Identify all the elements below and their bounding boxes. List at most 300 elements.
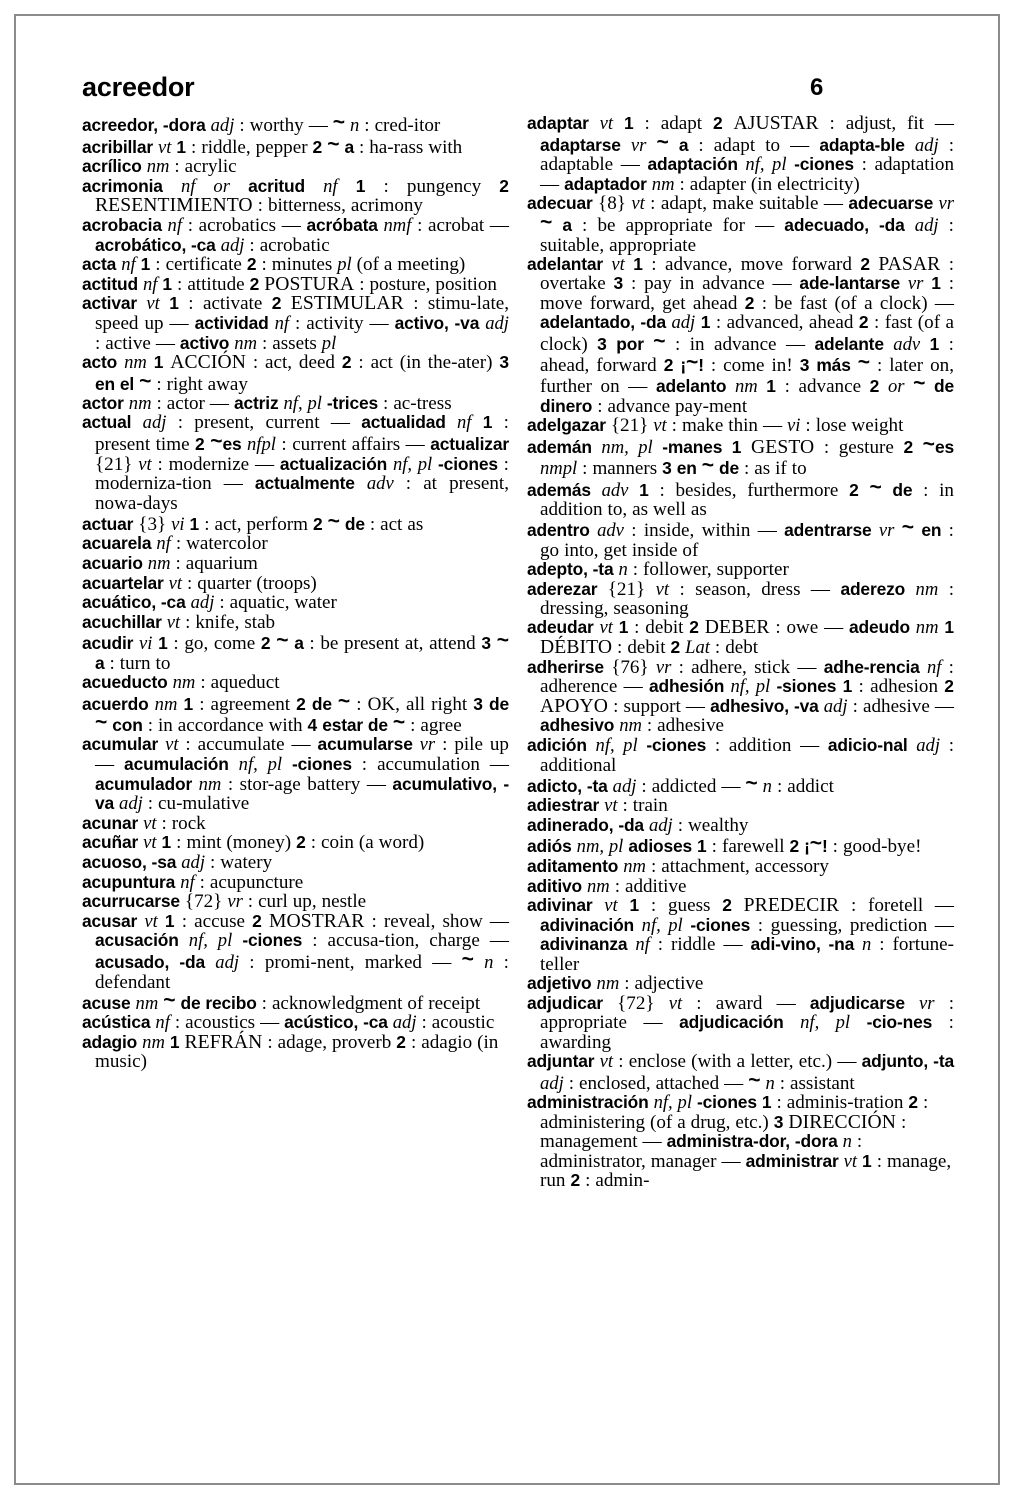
swung-dash-icon: ~ xyxy=(656,130,669,154)
part-of-speech: adj xyxy=(220,234,245,256)
part-of-speech: nm xyxy=(198,773,222,795)
part-of-speech: adj xyxy=(671,311,696,333)
sense-number: 1 xyxy=(639,479,649,500)
sense-number: 1 xyxy=(766,376,776,397)
dictionary-entry: acuñar vt 1 : mint (money) 2 : coin (a word) xyxy=(82,832,425,854)
dictionary-entry: adiestrar vt : train xyxy=(527,795,668,817)
part-of-speech: adv xyxy=(893,333,921,355)
swung-dash-icon: ~ xyxy=(163,988,176,1012)
dictionary-entry: aderezar {21} vt : season, dress — aderezo nm : dressing, seasoning xyxy=(527,578,955,620)
sense-number: 2 xyxy=(296,832,306,853)
sense-number: 2 xyxy=(789,836,800,857)
swung-dash-icon: ~ xyxy=(327,132,340,156)
entry-headword: acueducto xyxy=(82,672,168,693)
dictionary-entry: acústica nf : acoustics — acústico, -ca adj : acoustic xyxy=(82,1012,495,1034)
entry-headword: adherirse xyxy=(527,656,604,677)
part-of-speech: vt xyxy=(599,1050,614,1072)
part-of-speech: vt xyxy=(843,1150,858,1172)
swung-dash-icon: ~ xyxy=(332,111,346,134)
entry-headword: acusar xyxy=(82,910,138,931)
sense-number: 4 xyxy=(307,715,318,736)
entry-headword: adelgazar xyxy=(527,414,606,435)
entry-headword: adiestrar xyxy=(527,795,600,816)
part-of-speech: nm xyxy=(154,693,178,715)
sense-number: 3 xyxy=(481,633,492,654)
column-right xyxy=(527,114,954,1191)
dictionary-entry: acto nm 1 ACCIÓN : act, deed 2 : act (in the-ater) 3 en el ~ : right away xyxy=(82,352,510,395)
sense-number: 1 xyxy=(169,1031,180,1052)
dictionary-entry: acuchillar vt : knife, stab xyxy=(82,611,276,633)
dictionary-entry: adicto, -ta adj : addicted — ~ n : addict xyxy=(527,771,834,797)
part-of-speech: nm xyxy=(915,617,939,639)
sense-number: 2 xyxy=(271,293,282,314)
sense-number: 1 xyxy=(482,412,493,433)
entry-headword: actual xyxy=(82,412,132,433)
swung-dash-icon: ~ xyxy=(461,947,474,971)
sense-number: 1 xyxy=(731,436,742,457)
sense-number: 2 xyxy=(249,273,260,294)
part-of-speech: nm xyxy=(651,173,675,195)
part-of-speech: vr xyxy=(630,134,647,156)
entry-headword: acuchillar xyxy=(82,611,162,632)
part-of-speech: vi xyxy=(787,414,801,436)
sense-number: 1 xyxy=(700,311,711,332)
entry-headword: activar xyxy=(82,293,138,314)
entry-headword: acrimonia xyxy=(82,175,163,196)
entry-headword: acuarela xyxy=(82,533,152,554)
sense-number: 1 xyxy=(618,617,629,638)
dictionary-entry: activar vt 1 : activate 2 ESTIMULAR : stimu-late, speed up — actividad nf : activity — activo, -va adj : active — activo nm : assets pl xyxy=(82,293,510,354)
part-of-speech: adj xyxy=(190,592,215,614)
dictionary-entry: adeudar vt 1 : debit 2 DEBER : owe — adeudo nm 1 DÉBITO : debit 2 Lat : debt xyxy=(527,617,955,658)
sense-number: 3 xyxy=(499,352,510,373)
page-content-area xyxy=(82,72,954,1432)
part-of-speech: vt xyxy=(599,113,614,134)
dictionary-entry: acumular vt : accumulate — acumularse vr : pile up — acumulación nf, pl -ciones : accumulation — acumulador nm : stor-age battery — acumulativo, -va adj : cu-mulative xyxy=(82,734,509,815)
entry-headword: adepto, -ta xyxy=(527,559,614,580)
part-of-speech: adv xyxy=(597,520,624,542)
dictionary-entry: aditamento nm : attachment, accessory xyxy=(527,855,829,877)
part-of-speech: Lat xyxy=(685,636,710,658)
part-of-speech: nf, pl xyxy=(283,392,322,414)
part-of-speech: nm xyxy=(586,875,610,897)
entry-headword: acupuntura xyxy=(82,871,176,892)
part-of-speech: nf, pl xyxy=(238,754,283,775)
cross-reference-smallcaps: DEBER xyxy=(704,617,770,639)
part-of-speech: adj xyxy=(142,412,167,434)
part-of-speech: vt xyxy=(653,414,667,436)
part-of-speech: vt xyxy=(143,812,157,834)
swung-dash-icon: ~ xyxy=(210,430,223,453)
part-of-speech: nm xyxy=(619,715,642,737)
sense-number: 1 xyxy=(629,895,640,916)
sense-number: 2 xyxy=(396,1031,406,1052)
dictionary-entry: acupuntura nf : acupuncture xyxy=(82,871,304,893)
swung-dash-icon: ~ xyxy=(337,689,351,713)
part-of-speech: vt xyxy=(166,611,181,633)
part-of-speech: n xyxy=(350,115,360,136)
part-of-speech: n xyxy=(484,951,494,973)
part-of-speech: vt xyxy=(655,578,670,600)
part-of-speech: nm xyxy=(124,352,147,374)
dictionary-entry: adjudicar {72} vt : award — adjudicarse vr : appropriate — adjudicación nf, pl -cio-nes : awarding xyxy=(527,992,954,1053)
part-of-speech: adj xyxy=(916,734,941,756)
swung-dash-icon: ~ xyxy=(748,1068,761,1092)
part-of-speech: vr xyxy=(938,193,954,215)
part-of-speech: vt xyxy=(158,136,172,158)
part-of-speech: nm xyxy=(915,578,939,600)
dictionary-entry: adiós nm, pl adioses 1 : farewell 2 ¡~! : good-bye! xyxy=(527,832,922,858)
part-of-speech: adj xyxy=(540,1072,564,1094)
cross-reference-smallcaps: AJUSTAR xyxy=(733,113,819,134)
dictionary-entry: adjetivo nm : adjective xyxy=(527,973,704,995)
dictionary-entry: adaptar vt 1 : adapt 2 AJUSTAR : adjust, fit — adaptarse vr ~ a : adapt to — adapta-ble adj : adaptable — adaptación nf, pl -ciones : adaptation — adaptador nm : adapter (in electricity) xyxy=(527,113,955,195)
part-of-speech: or xyxy=(887,376,905,398)
part-of-speech: nm xyxy=(128,392,152,414)
entry-headword: acuñar xyxy=(82,832,139,853)
part-of-speech: nf or xyxy=(180,175,230,197)
sense-number: 2 xyxy=(722,895,732,916)
part-of-speech: vr xyxy=(878,520,895,542)
part-of-speech: adj xyxy=(823,695,848,717)
sense-number: 1 xyxy=(189,513,200,534)
dictionary-entry: acta nf 1 : certificate 2 : minutes pl (of a meeting) xyxy=(82,254,466,276)
dictionary-entry: acrobacia nf : acrobatics — acróbata nmf : acrobat — acrobático, -ca adj : acrobatic xyxy=(82,214,509,256)
entry-headword: acuático, -ca xyxy=(82,592,186,613)
part-of-speech: nf xyxy=(155,1012,170,1034)
entry-headword: acuario xyxy=(82,553,143,574)
cross-reference-smallcaps: REFRÁN xyxy=(184,1031,263,1053)
entry-headword: adicto, -ta xyxy=(527,775,608,796)
swung-dash-icon: ~ xyxy=(327,509,340,533)
part-of-speech: vt xyxy=(604,795,618,817)
dictionary-entry: actuar {3} vi 1 : act, perform 2 ~ de : act as xyxy=(82,509,424,535)
entry-headword: adjuntar xyxy=(527,1050,595,1071)
swung-dash-icon: ~ xyxy=(901,516,914,540)
dictionary-entry: adentro adv : inside, within — adentrarse vr ~ en : go into, get inside of xyxy=(527,516,954,561)
entry-headword: adinerado, -da xyxy=(527,814,644,835)
part-of-speech: n xyxy=(765,1072,775,1094)
part-of-speech: vr xyxy=(227,891,243,913)
dictionary-entry: adecuar {8} vt : adapt, make suitable — adecuarse vr ~ a : be appropriate for — adecuado, -da adj : suitable, appropriate xyxy=(527,193,954,256)
sense-number: 1 xyxy=(158,633,168,654)
cross-reference-smallcaps: DÉBITO xyxy=(540,636,613,658)
entry-headword: administración xyxy=(527,1092,649,1113)
part-of-speech: vt xyxy=(668,992,683,1014)
sense-number: 1 xyxy=(153,352,164,373)
dictionary-page-sheet xyxy=(14,14,1000,1485)
cross-reference-smallcaps: APOYO xyxy=(540,695,608,717)
part-of-speech: adj xyxy=(485,312,509,334)
part-of-speech: vr xyxy=(907,273,924,295)
cross-reference-smallcaps: DIRECCIÓN xyxy=(788,1111,896,1133)
entry-headword: adeudar xyxy=(527,617,594,638)
part-of-speech: nm xyxy=(135,992,159,1014)
part-of-speech: nf xyxy=(121,254,136,276)
sense-number: 3 xyxy=(799,355,810,376)
part-of-speech: vt xyxy=(168,572,183,594)
dictionary-entry: acuarela nf : watercolor xyxy=(82,533,268,555)
entry-headword: acta xyxy=(82,254,117,275)
part-of-speech: adj xyxy=(914,214,939,236)
dictionary-entry: actor nm : actor — actriz nf, pl -trices : ac-tress xyxy=(82,392,452,414)
entry-headword: aderezar xyxy=(527,578,598,599)
entry-headword: acurrucarse xyxy=(82,891,180,912)
part-of-speech: adj xyxy=(210,115,235,136)
entry-headword: acústica xyxy=(82,1012,151,1033)
part-of-speech: pl xyxy=(321,332,337,354)
entry-headword: adivinar xyxy=(527,895,593,916)
part-of-speech: nm xyxy=(147,553,171,575)
sense-number: 2 xyxy=(858,311,869,332)
dictionary-entry: acuerdo nm 1 : agreement 2 de ~ : OK, all right 3 de ~ con : in accordance with 4 estar de ~ : agree xyxy=(82,689,509,737)
dictionary-entry: acusar vt 1 : accuse 2 MOSTRAR : reveal, show — acusación nf, pl -ciones : accusa-tion, charge — acusado, -da adj : promi-nent, marked — ~ n : defendant xyxy=(82,910,510,993)
sense-number: 2 xyxy=(712,113,723,133)
swung-dash-icon: ~ xyxy=(869,475,882,499)
part-of-speech: adv xyxy=(601,479,629,501)
dictionary-entry: acuático, -ca adj : aquatic, water xyxy=(82,592,337,614)
part-of-speech: nm, pl xyxy=(576,836,624,858)
entry-headword: acto xyxy=(82,352,118,373)
sense-number: 2 xyxy=(860,253,871,274)
cross-reference-smallcaps: MOSTRAR xyxy=(268,910,365,932)
part-of-speech: vi xyxy=(171,513,185,535)
sense-number: 3 xyxy=(662,458,672,479)
part-of-speech: nf, pl xyxy=(392,453,433,475)
sense-number: 2 xyxy=(908,1092,919,1113)
part-of-speech: nmpl xyxy=(540,458,578,480)
sense-number: 2 xyxy=(296,693,306,714)
dictionary-entry: acrimonia nf or acritud nf 1 : pungency 2 RESENTIMIENTO : bitterness, acrimony xyxy=(82,175,509,217)
sense-number: 3 xyxy=(597,333,607,354)
sense-number: 1 xyxy=(633,253,643,274)
sense-number: 1 xyxy=(944,617,955,638)
entry-headword: adaptar xyxy=(527,113,589,133)
entry-headword: adjetivo xyxy=(527,973,592,994)
swung-dash-icon: ~ xyxy=(686,351,699,375)
swung-dash-icon: ~ xyxy=(540,210,553,234)
part-of-speech: adv xyxy=(366,473,394,495)
entry-headword: adentro xyxy=(527,520,590,541)
sense-number: 1 xyxy=(140,254,151,275)
swung-dash-icon: ~ xyxy=(922,432,935,456)
page-number: 6 xyxy=(810,74,824,101)
part-of-speech: adj xyxy=(119,793,143,815)
part-of-speech: vt xyxy=(599,617,613,639)
sense-number: 2 xyxy=(744,292,755,313)
part-of-speech: nf xyxy=(274,312,290,334)
column-left xyxy=(82,111,510,1191)
dictionary-entry: acuoso, -sa adj : watery xyxy=(82,851,273,873)
part-of-speech: nfpl xyxy=(247,434,276,455)
part-of-speech: nf, pl xyxy=(595,734,638,756)
swung-dash-icon: ~ xyxy=(95,711,108,735)
dictionary-entry: adepto, -ta n : follower, supporter xyxy=(527,559,789,581)
part-of-speech: adj xyxy=(914,134,939,156)
dictionary-entry: acribillar vt 1 : riddle, pepper 2 ~ a : ha-rass with xyxy=(82,132,463,158)
sense-number: 2 xyxy=(903,436,914,457)
sense-number: 2 xyxy=(312,136,323,157)
entry-headword: acreedor, -dora xyxy=(82,115,206,135)
dictionary-entry: adición nf, pl -ciones : addition — adicio-nal adj : additional xyxy=(527,734,954,776)
entry-headword: acunar xyxy=(82,812,139,833)
entry-headword: adecuar xyxy=(527,193,593,214)
swung-dash-icon: ~ xyxy=(139,369,152,393)
sense-number: 1 xyxy=(176,136,187,157)
entry-headword: acrílico xyxy=(82,156,142,177)
swung-dash-icon: ~ xyxy=(701,454,715,478)
entry-headword: actor xyxy=(82,392,124,413)
part-of-speech: n xyxy=(618,559,628,581)
part-of-speech: nf xyxy=(323,175,338,197)
part-of-speech: nf xyxy=(167,214,183,236)
dictionary-entry: acuartelar vt : quarter (troops) xyxy=(82,572,317,594)
cross-reference-smallcaps: GESTO xyxy=(751,436,815,458)
dictionary-entry: adelantar vt 1 : advance, move forward 2 PASAR : overtake 3 : pay in advance — ade-lantarse vr 1 : move forward, get ahead 2 : be fast (of a clock) — adelantado, -da adj 1 : advanced, ahead 2 : fast (of a clock) 3 por ~ : in advance — adelante adv 1 : ahead, forward 2 ¡~! : come in! 3 más ~ : later on, further on — adelanto nm 1 : advance 2 or ~ de dinero : advance pay-ment xyxy=(527,253,955,417)
part-of-speech: nm xyxy=(172,672,196,694)
dictionary-entry: adinerado, -da adj : wealthy xyxy=(527,814,749,836)
sense-number: 2 xyxy=(869,376,880,397)
part-of-speech: nmf xyxy=(383,214,412,236)
dictionary-entry: actual adj : present, current — actualidad nf 1 : present time 2 ~es nfpl : current affairs — actualizar {21} vt : modernize — actualización nf, pl -ciones : moderniza-tion — actualmente adv : at present, nowa-days xyxy=(82,412,509,514)
part-of-speech: nf, pl xyxy=(641,914,683,936)
cross-reference-smallcaps: ESTIMULAR xyxy=(290,293,404,315)
running-head-word: acreedor xyxy=(82,72,195,102)
sense-number: 1 xyxy=(183,693,194,714)
sense-number: 2 xyxy=(195,434,205,454)
entry-headword: adjudicar xyxy=(527,992,603,1013)
sense-number: 1 xyxy=(169,293,179,314)
part-of-speech: n xyxy=(842,1131,852,1153)
entry-headword: actuar xyxy=(82,513,134,534)
sense-number: 3 xyxy=(773,1111,784,1132)
sense-number: 1 xyxy=(355,175,366,196)
part-of-speech: vt xyxy=(146,293,160,315)
swung-dash-icon: ~ xyxy=(913,372,926,396)
dictionary-entry: acrílico nm : acrylic xyxy=(82,156,237,178)
dictionary-entry: adelgazar {21} vt : make thin — vi : lose weight xyxy=(527,414,904,436)
sense-number: 2 xyxy=(570,1170,581,1191)
entry-headword: acuartelar xyxy=(82,572,164,593)
part-of-speech: nm xyxy=(734,376,758,398)
dictionary-entry: administración nf, pl -ciones 1 : adminis-tration 2 : administering (of a drug, etc.) 3 DIRECCIÓN : management — administra-dor, -dora n : administrator, manager — administrar vt 1 : manage, run 2 : admin- xyxy=(527,1092,952,1192)
dictionary-entry: acudir vi 1 : go, come 2 ~ a : be present at, attend 3 ~ a : turn to xyxy=(82,629,509,675)
part-of-speech: nf, pl xyxy=(730,676,771,698)
sense-number: 2 xyxy=(246,254,257,275)
part-of-speech: nf xyxy=(180,871,195,893)
dictionary-entry: acuario nm : aquarium xyxy=(82,553,258,575)
sense-number: 1 xyxy=(842,676,853,697)
cross-reference-smallcaps: RESENTIMIENTO xyxy=(95,195,253,217)
entry-headword: adición xyxy=(527,734,587,755)
part-of-speech: vt xyxy=(144,910,158,932)
sense-number: 1 xyxy=(929,333,940,354)
swung-dash-icon: ~ xyxy=(496,629,509,653)
swung-dash-icon: ~ xyxy=(653,329,666,353)
entry-headword: acuerdo xyxy=(82,693,149,714)
part-of-speech: nf, pl xyxy=(745,154,787,176)
part-of-speech: nf xyxy=(142,273,158,295)
part-of-speech: vt xyxy=(165,734,179,756)
dictionary-entry: acuse nm ~ de recibo : acknowledgment of receipt xyxy=(82,988,481,1014)
part-of-speech: vt xyxy=(604,895,618,917)
dictionary-entry: acueducto nm : aqueduct xyxy=(82,672,280,694)
dictionary-entry: adherirse {76} vr : adhere, stick — adhe-rencia nf : adherence — adhesión nf, pl -siones 1 : adhesion 2 APOYO : support — adhesivo, -va adj : adhesive — adhesivo nm : adhesive xyxy=(527,656,954,737)
part-of-speech: vt xyxy=(138,453,152,475)
part-of-speech: n xyxy=(862,934,872,956)
part-of-speech: adj xyxy=(392,1012,417,1034)
entry-headword: acumular xyxy=(82,734,159,755)
sense-number: 2 xyxy=(689,617,699,638)
entry-headword: adiós xyxy=(527,836,572,857)
part-of-speech: n xyxy=(762,775,772,797)
part-of-speech: nm xyxy=(623,855,646,877)
swung-dash-icon: ~ xyxy=(392,711,406,735)
entry-headword: adelantar xyxy=(527,253,603,274)
dictionary-entry: aditivo nm : additive xyxy=(527,875,687,897)
dictionary-entry: además adv 1 : besides, furthermore 2 ~ de : in addition to, as well as xyxy=(527,475,954,521)
part-of-speech: adj xyxy=(215,951,240,973)
running-head xyxy=(82,72,954,112)
sense-number: 2 xyxy=(670,636,681,657)
entry-headword: actitud xyxy=(82,273,138,294)
two-column-body xyxy=(82,111,955,1192)
sense-number: 1 xyxy=(697,836,707,857)
part-of-speech: nf, pl xyxy=(800,1012,851,1034)
sense-number: 2 xyxy=(849,479,859,500)
part-of-speech: nf xyxy=(456,412,472,434)
part-of-speech: vt xyxy=(143,832,157,854)
entry-headword: ademán xyxy=(527,436,592,457)
part-of-speech: vt xyxy=(611,253,625,275)
entry-headword: acuoso, -sa xyxy=(82,851,177,872)
sense-number: 1 xyxy=(761,1092,772,1113)
dictionary-entry: acunar vt : rock xyxy=(82,812,206,834)
entry-headword: acuse xyxy=(82,992,131,1013)
dictionary-entry: adivinar vt 1 : guess 2 PREDECIR : foretell — adivinación nf, pl -ciones : guessing, prediction — adivinanza nf : riddle — adi-vino, -na n : fortune-teller xyxy=(527,895,955,975)
sense-number: 3 xyxy=(473,693,483,714)
part-of-speech: nf, pl xyxy=(653,1092,693,1114)
sense-number: 1 xyxy=(161,832,172,853)
entry-headword: acudir xyxy=(82,633,134,654)
entry-headword: aditivo xyxy=(527,875,582,896)
part-of-speech: vr xyxy=(419,734,436,756)
sense-number: 2 xyxy=(663,355,674,376)
part-of-speech: vr xyxy=(919,992,935,1014)
part-of-speech: vt xyxy=(631,193,645,215)
part-of-speech: nm xyxy=(142,1031,165,1053)
part-of-speech: adj xyxy=(612,775,637,797)
sense-number: 2 xyxy=(341,352,352,373)
part-of-speech: nm xyxy=(146,156,170,178)
swung-dash-icon: ~ xyxy=(276,629,289,653)
sense-number: 2 xyxy=(260,633,271,654)
cross-reference-smallcaps: POSTURA xyxy=(264,273,355,295)
part-of-speech: nf xyxy=(156,533,171,555)
part-of-speech: nf xyxy=(635,934,650,956)
dictionary-entry: adagio nm 1 REFRÁN : adage, proverb 2 : adagio (in music) xyxy=(82,1031,499,1073)
part-of-speech: adj xyxy=(648,814,673,836)
sense-number: 1 xyxy=(931,273,941,294)
sense-number: 1 xyxy=(623,113,634,133)
dictionary-entry: acreedor, -dora adj : worthy — ~ n : cred-itor xyxy=(82,111,441,136)
entry-headword: aditamento xyxy=(527,855,619,876)
entry-headword: además xyxy=(527,479,591,500)
entry-headword: acrobacia xyxy=(82,214,162,235)
part-of-speech: nm, pl xyxy=(601,436,653,458)
swung-dash-icon: ~ xyxy=(745,771,758,795)
part-of-speech: vi xyxy=(138,633,153,655)
